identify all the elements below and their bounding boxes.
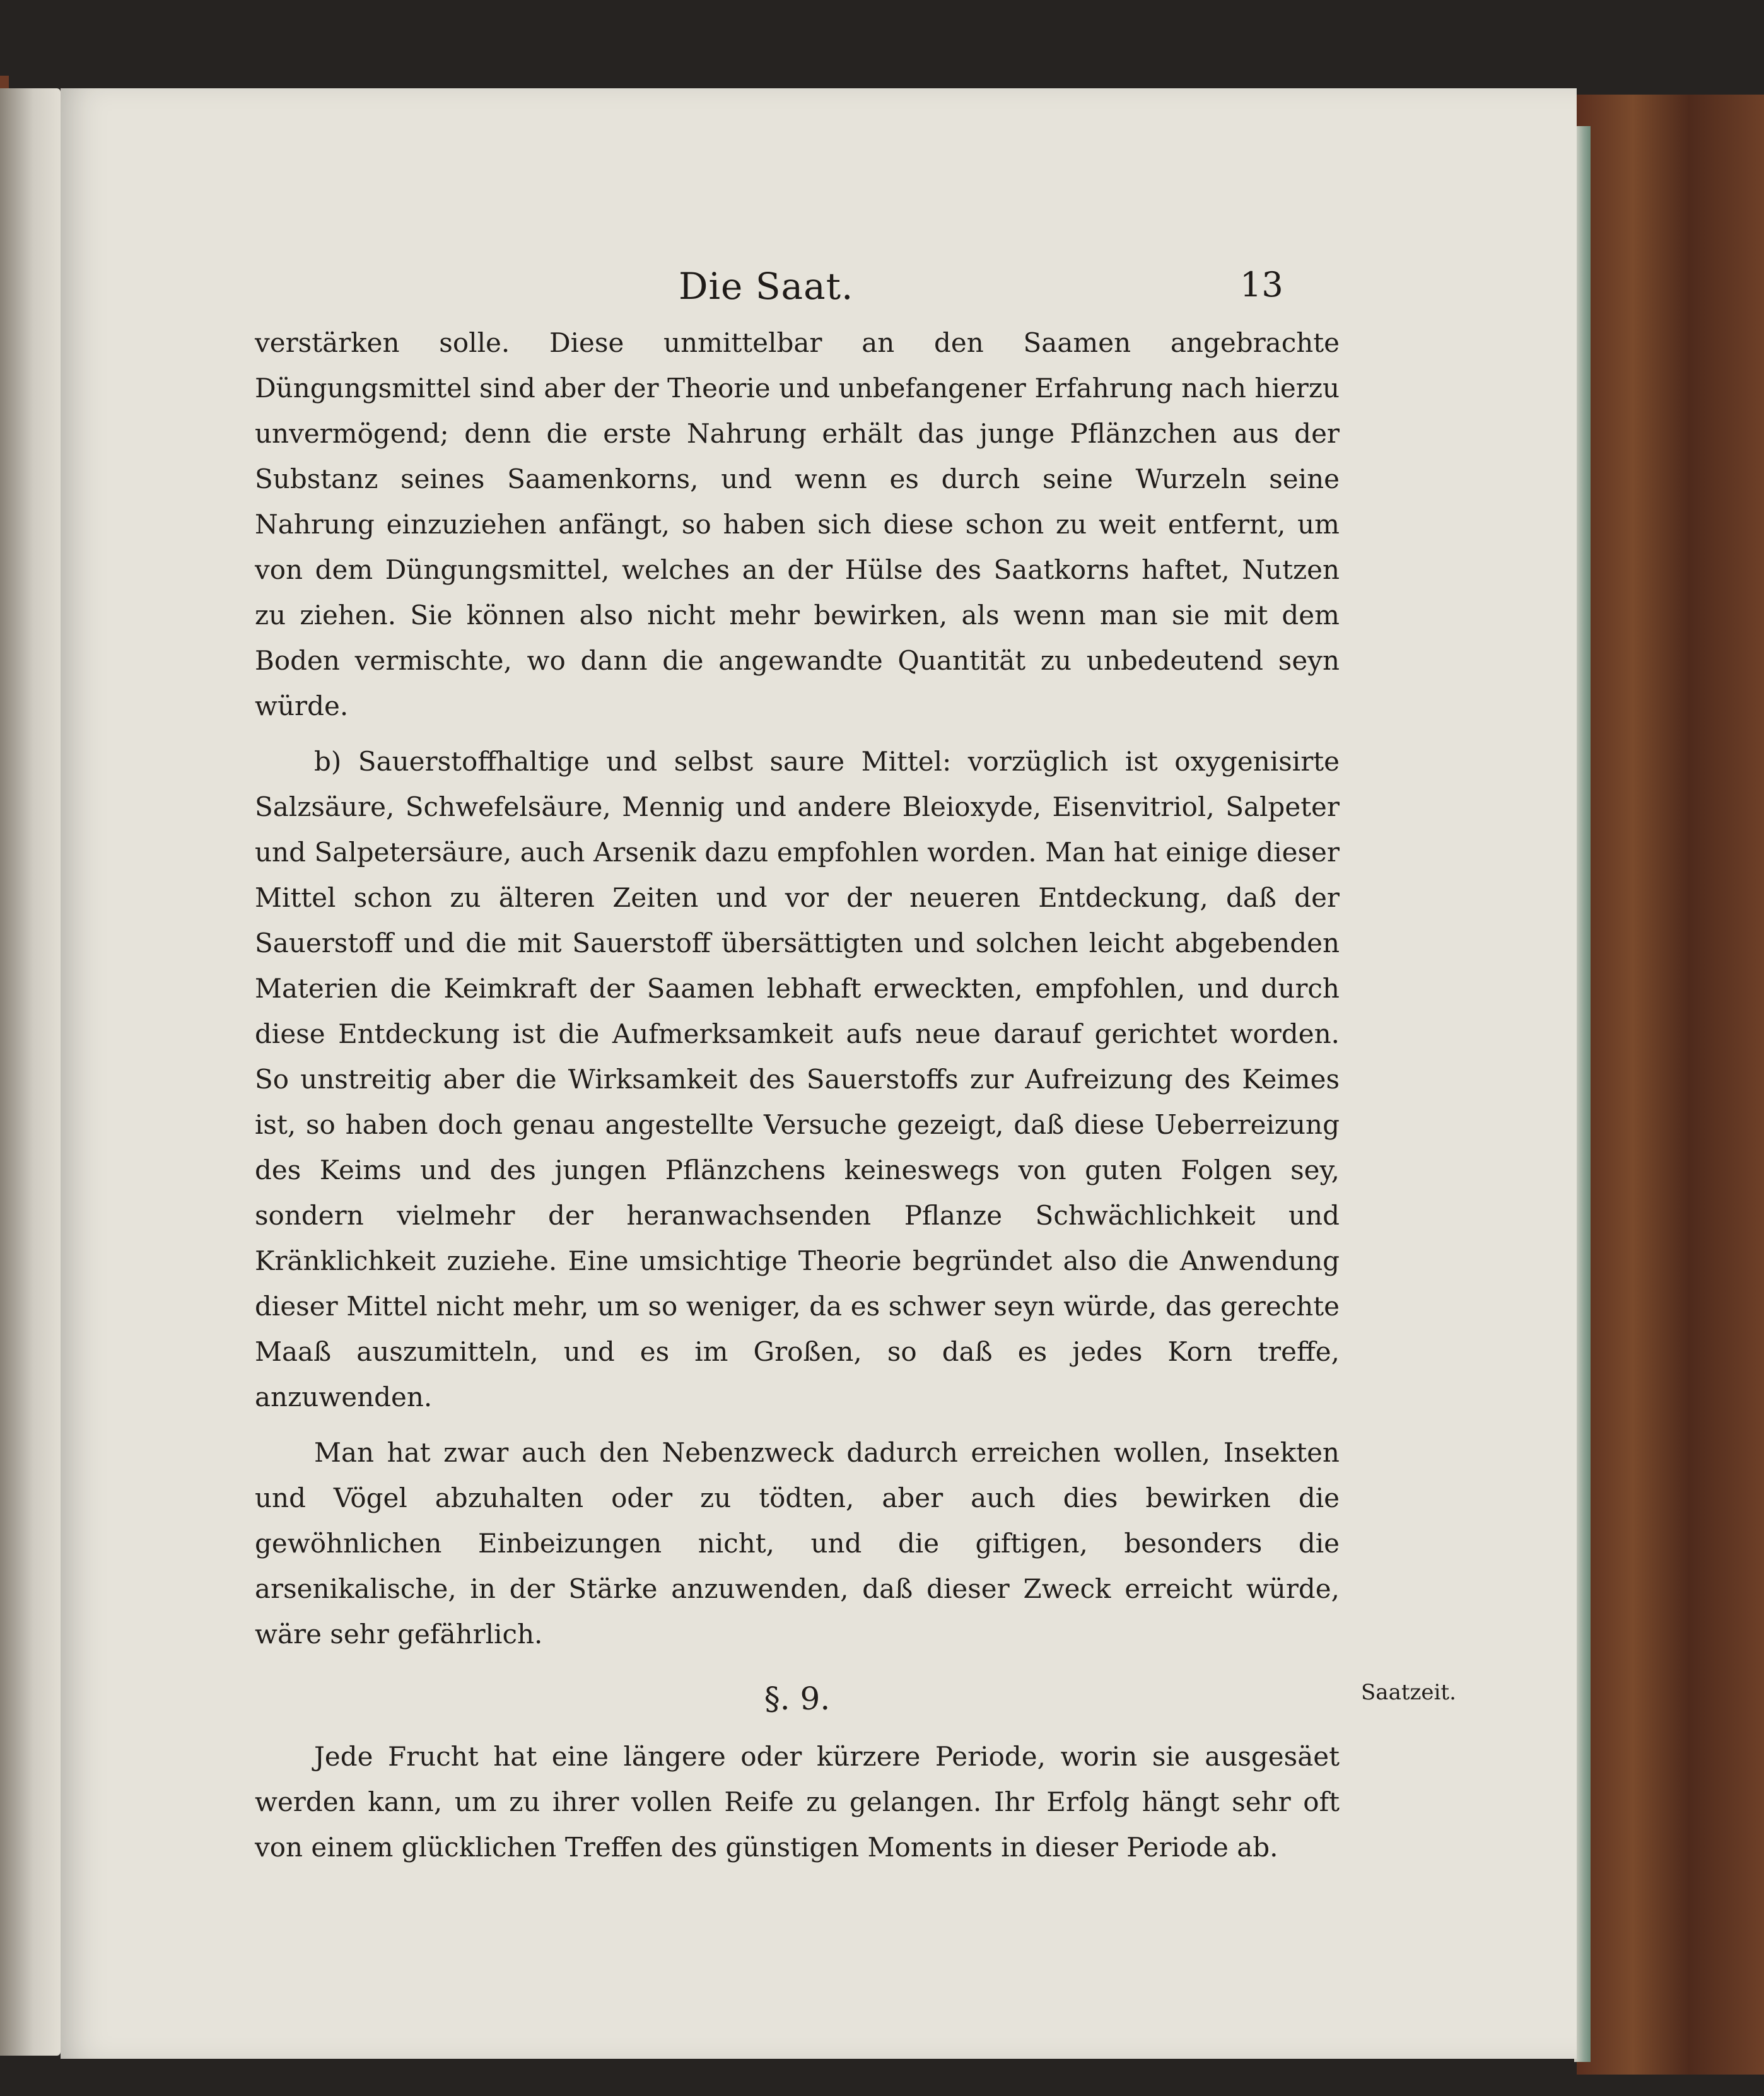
paragraph-continued: verstärken solle. Diese unmittelbar an den Saamen angebrachte Düngungsmittel sind aber der Theorie und unbefangener Erfahrung nach hierzu unvermögend; denn die erste Nahrung erhält das junge Pflänzchen aus der Substanz seines Saamenkorns, und wenn es durch seine Wurzeln seine Nahrung einzuziehen anfängt, so haben sich diese schon zu weit entfernt, um von dem Düngungsmittel, welches an der Hülse des Saatkorns haftet, Nutzen zu ziehen. Sie können also nicht mehr bewirken, als wenn man sie mit dem Boden vermischte, wo dann die angewandte Quantität zu unbedeutend seyn würde. <box>255 327 1340 721</box>
body-text <box>255 320 1340 1880</box>
running-title: Die Saat. <box>679 265 854 308</box>
paragraph-oxygen-agents: b) Sauerstoffhaltige und selbst saure Mittel: vorzüglich ist oxygenisirte Salzsäure, Schwefelsäure, Mennig und andere Bleioxyde, Eisenvitriol, Salpeter und Salpetersäure, auch Arsenik dazu empfohlen worden. Man hat einige dieser Mittel schon zu älteren Zeiten und vor der neueren Entdeckung, daß der Sauerstoff und die mit Sauerstoff übersättigten und solchen leicht abgebenden Materien die Keimkraft der Saamen lebhaft erweckten, empfohlen, und durch diese Entdeckung ist die Aufmerksamkeit aufs neue darauf gerichtet worden. So unstreitig aber die Wirksamkeit des Sauerstoffs zur Aufreizung des Keimes ist, so haben doch genau angestellte Versuche gezeigt, daß diese Ueberreizung des Keims und des jungen Pflänzchens keineswegs von guten Folgen sey, sondern vielmehr der heranwachsenden Pflanze Schwächlichkeit und Kränklichkeit zuziehe. Eine umsichtige Theorie begründet also die Anwendung dieser Mittel nicht mehr, um so weniger, da es schwer seyn würde, das gerechte Maaß auszumitteln, und es im Großen, so daß es jedes Korn treffe, anzuwenden. <box>255 746 1340 1412</box>
paragraph-side-purpose: Man hat zwar auch den Nebenzweck dadurch erreichen wollen, Insekten und Vögel abzuhalten oder zu tödten, aber auch dies bewirken die gewöhnlichen Einbeizungen nicht, und die giftigen, besonders die arsenikalische, in der Stärke anzuwenden, daß dieser Zweck erreicht würde, wäre sehr gefährlich. <box>255 1437 1340 1650</box>
page-number: 13 <box>1240 265 1283 305</box>
book-cover-right <box>1577 95 1764 2075</box>
facing-page-edge <box>0 88 61 2056</box>
section-heading: §. 9. <box>764 1680 831 1717</box>
margin-note: Saatzeit. <box>1361 1680 1456 1705</box>
paragraph-sowing-period: Jede Frucht hat eine längere oder kürzere Periode, worin sie ausgesäet werden kann, um zu ihrer vollen Reife zu gelangen. Ihr Erfolg hängt sehr oft von einem glücklichen Treffen des günstigen Moments in dieser Periode ab. <box>255 1741 1340 1863</box>
book-page <box>61 88 1577 2059</box>
